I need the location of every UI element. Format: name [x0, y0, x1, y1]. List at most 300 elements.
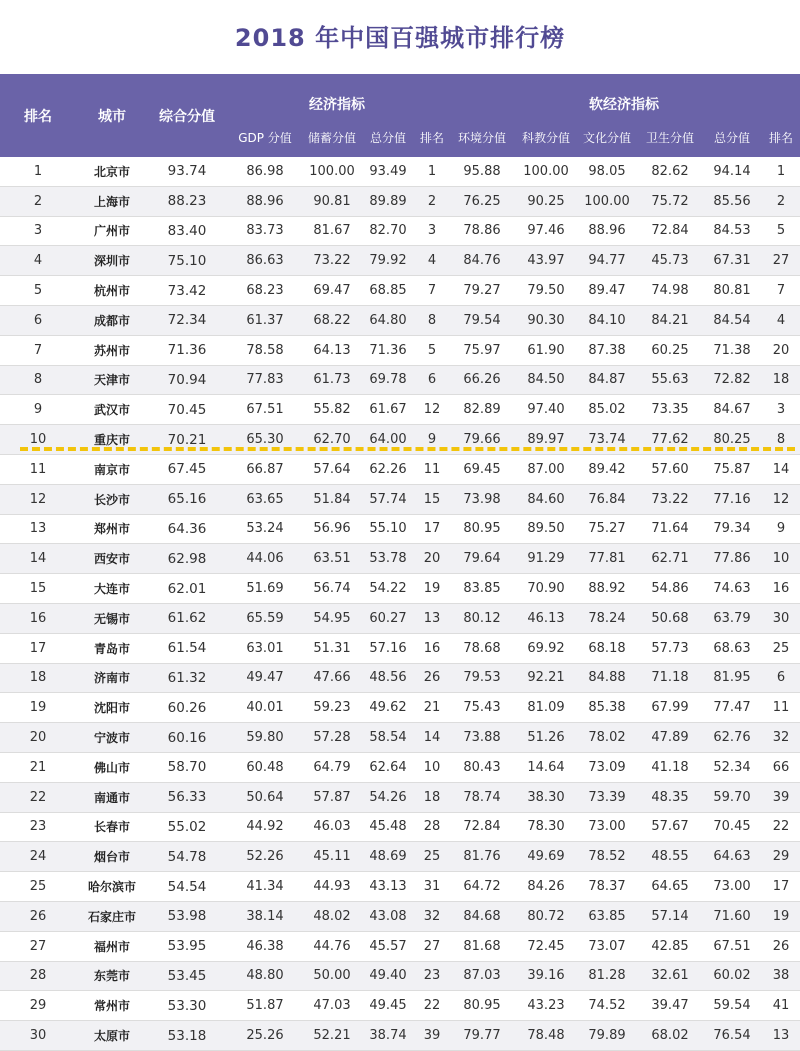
soft-rank-cell: 12 — [762, 484, 800, 514]
table-row — [0, 723, 800, 753]
gdp-score-cell: 78.58 — [226, 335, 304, 365]
environment-score-cell: 64.72 — [448, 872, 516, 902]
education-score-cell: 81.09 — [516, 693, 576, 723]
savings-score-cell: 44.76 — [304, 931, 360, 961]
econ-total-cell: 38.74 — [360, 1021, 416, 1051]
header-health: 卫生分值 — [638, 118, 702, 157]
rank-cell: 7 — [0, 335, 76, 365]
city-cell: 重庆市 — [76, 425, 148, 455]
city-cell: 南京市 — [76, 454, 148, 484]
city-cell: 佛山市 — [76, 752, 148, 782]
table-row — [0, 782, 800, 812]
gdp-score-cell: 48.80 — [226, 961, 304, 991]
header-culture: 文化分值 — [576, 118, 638, 157]
table-row — [0, 484, 800, 514]
health-score-cell: 41.18 — [638, 752, 702, 782]
education-score-cell: 38.30 — [516, 782, 576, 812]
gdp-score-cell: 67.51 — [226, 395, 304, 425]
health-score-cell: 47.89 — [638, 723, 702, 753]
health-score-cell: 57.14 — [638, 901, 702, 931]
environment-score-cell: 81.68 — [448, 931, 516, 961]
culture-score-cell: 89.42 — [576, 454, 638, 484]
health-score-cell: 71.18 — [638, 663, 702, 693]
culture-score-cell: 81.28 — [576, 961, 638, 991]
composite-score-cell: 67.45 — [148, 454, 226, 484]
environment-score-cell: 84.76 — [448, 246, 516, 276]
composite-score-cell: 83.40 — [148, 216, 226, 246]
health-score-cell: 84.21 — [638, 305, 702, 335]
econ-total-cell: 64.80 — [360, 305, 416, 335]
econ-total-cell: 45.48 — [360, 812, 416, 842]
table-header — [0, 74, 800, 157]
econ-rank-cell: 20 — [416, 544, 448, 574]
rank-cell: 13 — [0, 514, 76, 544]
composite-score-cell: 58.70 — [148, 752, 226, 782]
rank-cell: 19 — [0, 693, 76, 723]
environment-score-cell: 73.88 — [448, 723, 516, 753]
environment-score-cell: 69.45 — [448, 454, 516, 484]
environment-score-cell: 81.76 — [448, 842, 516, 872]
composite-score-cell: 53.45 — [148, 961, 226, 991]
rank-cell: 21 — [0, 752, 76, 782]
savings-score-cell: 61.73 — [304, 365, 360, 395]
health-score-cell: 64.65 — [638, 872, 702, 902]
environment-score-cell: 73.98 — [448, 484, 516, 514]
econ-total-cell: 69.78 — [360, 365, 416, 395]
econ-total-cell: 62.64 — [360, 752, 416, 782]
environment-score-cell: 78.74 — [448, 782, 516, 812]
econ-total-cell: 68.85 — [360, 276, 416, 306]
health-score-cell: 62.71 — [638, 544, 702, 574]
education-score-cell: 39.16 — [516, 961, 576, 991]
table-row — [0, 395, 800, 425]
environment-score-cell: 80.95 — [448, 991, 516, 1021]
header-economic-group: 经济指标 — [226, 74, 448, 118]
savings-score-cell: 64.13 — [304, 335, 360, 365]
gdp-score-cell: 51.69 — [226, 574, 304, 604]
econ-rank-cell: 6 — [416, 365, 448, 395]
soft-rank-cell: 41 — [762, 991, 800, 1021]
environment-score-cell: 75.97 — [448, 335, 516, 365]
environment-score-cell: 84.68 — [448, 901, 516, 931]
rank-cell: 16 — [0, 603, 76, 633]
culture-score-cell: 73.00 — [576, 812, 638, 842]
table-row — [0, 603, 800, 633]
soft-total-cell: 72.82 — [702, 365, 762, 395]
composite-score-cell: 60.26 — [148, 693, 226, 723]
culture-score-cell: 73.09 — [576, 752, 638, 782]
city-cell: 石家庄市 — [76, 901, 148, 931]
soft-rank-cell: 13 — [762, 1021, 800, 1051]
econ-rank-cell: 21 — [416, 693, 448, 723]
gdp-score-cell: 52.26 — [226, 842, 304, 872]
gdp-score-cell: 50.64 — [226, 782, 304, 812]
econ-total-cell: 89.89 — [360, 186, 416, 216]
savings-score-cell: 73.22 — [304, 246, 360, 276]
soft-rank-cell: 29 — [762, 842, 800, 872]
culture-score-cell: 100.00 — [576, 186, 638, 216]
health-score-cell: 60.25 — [638, 335, 702, 365]
econ-total-cell: 54.22 — [360, 574, 416, 604]
econ-total-cell: 43.08 — [360, 901, 416, 931]
soft-total-cell: 67.31 — [702, 246, 762, 276]
composite-score-cell: 54.54 — [148, 872, 226, 902]
city-cell: 东莞市 — [76, 961, 148, 991]
savings-score-cell: 47.03 — [304, 991, 360, 1021]
savings-score-cell: 57.64 — [304, 454, 360, 484]
environment-score-cell: 83.85 — [448, 574, 516, 604]
table-row — [0, 157, 800, 186]
rank-cell: 3 — [0, 216, 76, 246]
soft-rank-cell: 19 — [762, 901, 800, 931]
table-row — [0, 276, 800, 306]
city-cell: 天津市 — [76, 365, 148, 395]
culture-score-cell: 74.52 — [576, 991, 638, 1021]
education-score-cell: 46.13 — [516, 603, 576, 633]
soft-rank-cell: 1 — [762, 157, 800, 186]
savings-score-cell: 63.51 — [304, 544, 360, 574]
soft-rank-cell: 27 — [762, 246, 800, 276]
composite-score-cell: 61.54 — [148, 633, 226, 663]
rank-cell: 5 — [0, 276, 76, 306]
rank-cell: 25 — [0, 872, 76, 902]
composite-score-cell: 53.30 — [148, 991, 226, 1021]
savings-score-cell: 51.31 — [304, 633, 360, 663]
education-score-cell: 97.46 — [516, 216, 576, 246]
education-score-cell: 91.29 — [516, 544, 576, 574]
soft-rank-cell: 8 — [762, 425, 800, 455]
soft-total-cell: 77.16 — [702, 484, 762, 514]
soft-total-cell: 84.53 — [702, 216, 762, 246]
education-score-cell: 72.45 — [516, 931, 576, 961]
econ-total-cell: 57.74 — [360, 484, 416, 514]
soft-total-cell: 80.25 — [702, 425, 762, 455]
soft-total-cell: 71.38 — [702, 335, 762, 365]
savings-score-cell: 52.21 — [304, 1021, 360, 1051]
soft-total-cell: 59.54 — [702, 991, 762, 1021]
table-row — [0, 633, 800, 663]
savings-score-cell: 100.00 — [304, 157, 360, 186]
table-body — [0, 157, 800, 1050]
soft-rank-cell: 66 — [762, 752, 800, 782]
gdp-score-cell: 86.63 — [226, 246, 304, 276]
table-row — [0, 216, 800, 246]
gdp-score-cell: 44.06 — [226, 544, 304, 574]
city-cell: 济南市 — [76, 663, 148, 693]
econ-rank-cell: 28 — [416, 812, 448, 842]
soft-total-cell: 63.79 — [702, 603, 762, 633]
soft-total-cell: 94.14 — [702, 157, 762, 186]
rank-cell: 30 — [0, 1021, 76, 1051]
table-row — [0, 544, 800, 574]
econ-rank-cell: 19 — [416, 574, 448, 604]
savings-score-cell: 55.82 — [304, 395, 360, 425]
environment-score-cell: 76.25 — [448, 186, 516, 216]
education-score-cell: 49.69 — [516, 842, 576, 872]
health-score-cell: 32.61 — [638, 961, 702, 991]
environment-score-cell: 80.12 — [448, 603, 516, 633]
health-score-cell: 48.55 — [638, 842, 702, 872]
econ-total-cell: 48.56 — [360, 663, 416, 693]
table-row — [0, 246, 800, 276]
soft-total-cell: 68.63 — [702, 633, 762, 663]
table-row — [0, 812, 800, 842]
composite-score-cell: 72.34 — [148, 305, 226, 335]
composite-score-cell: 70.94 — [148, 365, 226, 395]
econ-rank-cell: 13 — [416, 603, 448, 633]
rank-cell: 18 — [0, 663, 76, 693]
table-row — [0, 901, 800, 931]
education-score-cell: 100.00 — [516, 157, 576, 186]
environment-score-cell: 79.53 — [448, 663, 516, 693]
soft-total-cell: 77.47 — [702, 693, 762, 723]
soft-total-cell: 73.00 — [702, 872, 762, 902]
education-score-cell: 78.48 — [516, 1021, 576, 1051]
composite-score-cell: 55.02 — [148, 812, 226, 842]
city-cell: 烟台市 — [76, 842, 148, 872]
savings-score-cell: 56.96 — [304, 514, 360, 544]
education-score-cell: 92.21 — [516, 663, 576, 693]
environment-score-cell: 95.88 — [448, 157, 516, 186]
education-score-cell: 14.64 — [516, 752, 576, 782]
soft-rank-cell: 16 — [762, 574, 800, 604]
environment-score-cell: 80.95 — [448, 514, 516, 544]
econ-total-cell: 61.67 — [360, 395, 416, 425]
soft-rank-cell: 7 — [762, 276, 800, 306]
rank-cell: 24 — [0, 842, 76, 872]
health-score-cell: 72.84 — [638, 216, 702, 246]
econ-total-cell: 71.36 — [360, 335, 416, 365]
rank-cell: 15 — [0, 574, 76, 604]
rank-cell: 8 — [0, 365, 76, 395]
city-cell: 北京市 — [76, 157, 148, 186]
gdp-score-cell: 61.37 — [226, 305, 304, 335]
table-row — [0, 961, 800, 991]
city-cell: 上海市 — [76, 186, 148, 216]
soft-rank-cell: 10 — [762, 544, 800, 574]
soft-rank-cell: 18 — [762, 365, 800, 395]
composite-score-cell: 64.36 — [148, 514, 226, 544]
composite-score-cell: 53.18 — [148, 1021, 226, 1051]
gdp-score-cell: 77.83 — [226, 365, 304, 395]
rank-cell: 10 — [0, 425, 76, 455]
education-score-cell: 43.97 — [516, 246, 576, 276]
education-score-cell: 90.30 — [516, 305, 576, 335]
education-score-cell: 78.30 — [516, 812, 576, 842]
education-score-cell: 69.92 — [516, 633, 576, 663]
rank-cell: 11 — [0, 454, 76, 484]
econ-rank-cell: 9 — [416, 425, 448, 455]
econ-total-cell: 48.69 — [360, 842, 416, 872]
culture-score-cell: 84.10 — [576, 305, 638, 335]
health-score-cell: 50.68 — [638, 603, 702, 633]
composite-score-cell: 61.62 — [148, 603, 226, 633]
environment-score-cell: 79.64 — [448, 544, 516, 574]
rank-cell: 20 — [0, 723, 76, 753]
culture-score-cell: 98.05 — [576, 157, 638, 186]
health-score-cell: 82.62 — [638, 157, 702, 186]
savings-score-cell: 56.74 — [304, 574, 360, 604]
culture-score-cell: 88.92 — [576, 574, 638, 604]
savings-score-cell: 57.87 — [304, 782, 360, 812]
education-score-cell: 70.90 — [516, 574, 576, 604]
rank-cell: 29 — [0, 991, 76, 1021]
composite-score-cell: 73.42 — [148, 276, 226, 306]
culture-score-cell: 75.27 — [576, 514, 638, 544]
environment-score-cell: 79.66 — [448, 425, 516, 455]
soft-rank-cell: 22 — [762, 812, 800, 842]
savings-score-cell: 45.11 — [304, 842, 360, 872]
environment-score-cell: 66.26 — [448, 365, 516, 395]
environment-score-cell: 75.43 — [448, 693, 516, 723]
gdp-score-cell: 38.14 — [226, 901, 304, 931]
econ-total-cell: 82.70 — [360, 216, 416, 246]
culture-score-cell: 76.84 — [576, 484, 638, 514]
education-score-cell: 84.50 — [516, 365, 576, 395]
soft-total-cell: 62.76 — [702, 723, 762, 753]
gdp-score-cell: 40.01 — [226, 693, 304, 723]
savings-score-cell: 90.81 — [304, 186, 360, 216]
education-score-cell: 84.60 — [516, 484, 576, 514]
econ-total-cell: 62.26 — [360, 454, 416, 484]
rank-cell: 6 — [0, 305, 76, 335]
header-soft-total: 总分值 — [702, 118, 762, 157]
savings-score-cell: 44.93 — [304, 872, 360, 902]
header-composite: 综合分值 — [148, 74, 226, 157]
health-score-cell: 54.86 — [638, 574, 702, 604]
composite-score-cell: 70.45 — [148, 395, 226, 425]
gdp-score-cell: 46.38 — [226, 931, 304, 961]
savings-score-cell: 59.23 — [304, 693, 360, 723]
culture-score-cell: 77.81 — [576, 544, 638, 574]
table-row — [0, 1021, 800, 1051]
table-row — [0, 872, 800, 902]
soft-total-cell: 75.87 — [702, 454, 762, 484]
soft-total-cell: 85.56 — [702, 186, 762, 216]
gdp-score-cell: 60.48 — [226, 752, 304, 782]
page-title: 2018 年中国百强城市排行榜 — [234, 24, 566, 52]
composite-score-cell: 53.95 — [148, 931, 226, 961]
health-score-cell: 73.22 — [638, 484, 702, 514]
table-row — [0, 305, 800, 335]
econ-rank-cell: 4 — [416, 246, 448, 276]
city-cell: 苏州市 — [76, 335, 148, 365]
table-row — [0, 752, 800, 782]
soft-total-cell: 84.54 — [702, 305, 762, 335]
city-cell: 成都市 — [76, 305, 148, 335]
city-cell: 广州市 — [76, 216, 148, 246]
econ-total-cell: 45.57 — [360, 931, 416, 961]
econ-total-cell: 58.54 — [360, 723, 416, 753]
city-cell: 大连市 — [76, 574, 148, 604]
soft-total-cell: 70.45 — [702, 812, 762, 842]
soft-total-cell: 79.34 — [702, 514, 762, 544]
gdp-score-cell: 25.26 — [226, 1021, 304, 1051]
city-cell: 常州市 — [76, 991, 148, 1021]
econ-total-cell: 53.78 — [360, 544, 416, 574]
composite-score-cell: 71.36 — [148, 335, 226, 365]
header-soft-group: 软经济指标 — [448, 74, 800, 118]
education-score-cell: 51.26 — [516, 723, 576, 753]
gdp-score-cell: 59.80 — [226, 723, 304, 753]
gdp-score-cell: 53.24 — [226, 514, 304, 544]
savings-score-cell: 51.84 — [304, 484, 360, 514]
soft-total-cell: 81.95 — [702, 663, 762, 693]
econ-total-cell: 93.49 — [360, 157, 416, 186]
econ-rank-cell: 12 — [416, 395, 448, 425]
culture-score-cell: 87.38 — [576, 335, 638, 365]
culture-score-cell: 73.74 — [576, 425, 638, 455]
header-soft-rank: 排名 — [762, 118, 800, 157]
gdp-score-cell: 49.47 — [226, 663, 304, 693]
health-score-cell: 68.02 — [638, 1021, 702, 1051]
education-score-cell: 89.97 — [516, 425, 576, 455]
savings-score-cell: 62.70 — [304, 425, 360, 455]
top10-divider — [20, 447, 795, 451]
culture-score-cell: 63.85 — [576, 901, 638, 931]
soft-rank-cell: 14 — [762, 454, 800, 484]
gdp-score-cell: 41.34 — [226, 872, 304, 902]
culture-score-cell: 89.47 — [576, 276, 638, 306]
health-score-cell: 71.64 — [638, 514, 702, 544]
soft-rank-cell: 39 — [762, 782, 800, 812]
econ-rank-cell: 1 — [416, 157, 448, 186]
econ-rank-cell: 31 — [416, 872, 448, 902]
gdp-score-cell: 51.87 — [226, 991, 304, 1021]
econ-rank-cell: 2 — [416, 186, 448, 216]
health-score-cell: 39.47 — [638, 991, 702, 1021]
soft-rank-cell: 32 — [762, 723, 800, 753]
city-cell: 西安市 — [76, 544, 148, 574]
culture-score-cell: 78.02 — [576, 723, 638, 753]
econ-total-cell: 49.62 — [360, 693, 416, 723]
econ-rank-cell: 18 — [416, 782, 448, 812]
header-savings: 储蓄分值 — [304, 118, 360, 157]
environment-score-cell: 80.43 — [448, 752, 516, 782]
rank-cell: 1 — [0, 157, 76, 186]
econ-rank-cell: 32 — [416, 901, 448, 931]
composite-score-cell: 75.10 — [148, 246, 226, 276]
header-environment: 环境分值 — [448, 118, 516, 157]
table-row — [0, 365, 800, 395]
soft-total-cell: 76.54 — [702, 1021, 762, 1051]
savings-score-cell: 48.02 — [304, 901, 360, 931]
composite-score-cell: 60.16 — [148, 723, 226, 753]
savings-score-cell: 50.00 — [304, 961, 360, 991]
econ-rank-cell: 17 — [416, 514, 448, 544]
soft-total-cell: 80.81 — [702, 276, 762, 306]
composite-score-cell: 88.23 — [148, 186, 226, 216]
soft-rank-cell: 17 — [762, 872, 800, 902]
culture-score-cell: 78.52 — [576, 842, 638, 872]
education-score-cell: 43.23 — [516, 991, 576, 1021]
health-score-cell: 67.99 — [638, 693, 702, 723]
culture-score-cell: 68.18 — [576, 633, 638, 663]
savings-score-cell: 69.47 — [304, 276, 360, 306]
rank-cell: 12 — [0, 484, 76, 514]
table-row — [0, 454, 800, 484]
rank-cell: 14 — [0, 544, 76, 574]
culture-score-cell: 85.02 — [576, 395, 638, 425]
education-score-cell: 90.25 — [516, 186, 576, 216]
city-cell: 长沙市 — [76, 484, 148, 514]
culture-score-cell: 78.37 — [576, 872, 638, 902]
soft-rank-cell: 4 — [762, 305, 800, 335]
econ-rank-cell: 7 — [416, 276, 448, 306]
health-score-cell: 48.35 — [638, 782, 702, 812]
soft-total-cell: 60.02 — [702, 961, 762, 991]
soft-rank-cell: 26 — [762, 931, 800, 961]
